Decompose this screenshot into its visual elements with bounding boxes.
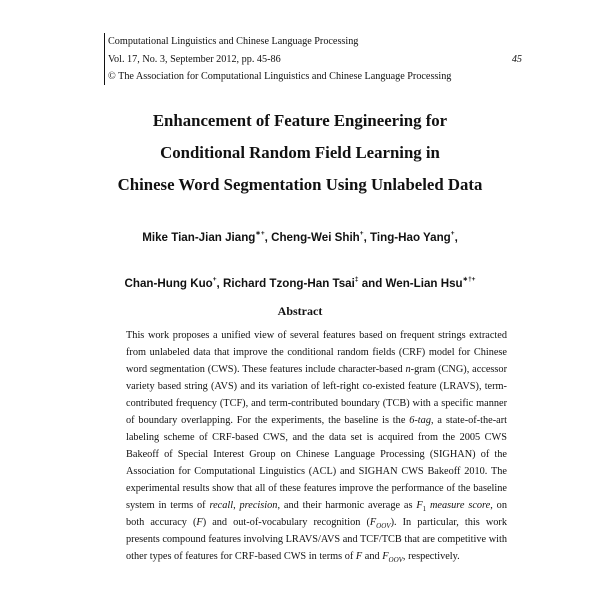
page-number: 45 <box>511 53 522 65</box>
affiliation-mark: ∗†+ <box>462 276 476 283</box>
author-line-1: Mike Tian-Jian Jiang∗+, Cheng-Wei Shih+, Ting-Hao Yang+, <box>142 230 458 244</box>
affiliation-mark: ‡ <box>354 276 359 283</box>
author-name: Mike Tian-Jian Jiang <box>142 231 256 244</box>
title-line-1: Enhancement of Feature Engineering for <box>152 111 448 130</box>
author-line-2: Chan-Hung Kuo+, Richard Tzong-Han Tsai‡ and Wen-Lian Hsu∗†+ <box>124 276 476 290</box>
affiliation-mark: + <box>450 230 455 237</box>
affiliation-mark: ∗+ <box>255 230 265 237</box>
copyright-notice: © The Association for Computational Linguistics and Chinese Language Processing <box>108 71 452 82</box>
title-line-2: Conditional Random Field Learning in <box>160 143 440 162</box>
journal-volume-line <box>108 51 520 69</box>
affiliation-mark: + <box>359 230 364 237</box>
journal-header <box>104 33 520 85</box>
paper-title <box>0 105 600 201</box>
journal-name: Computational Linguistics and Chinese Language Processing <box>108 36 359 47</box>
author-list <box>0 215 600 307</box>
abstract-text: This work proposes a unified view of several features based on frequent strings extracted from unlabeled data that improve the conditional random fields (CRF) model for Chinese word segmentation (CWS). These features include character-based n-gram (CNG), accessor variety based string (AVS) and its variation of left-right co-existed feature (LRAVS), term-contributed frequency (TCF), and term-contributed boundary (TCB) with a specific manner of boundary overlapping. For the experiments, the baseline is the 6-tag, a state-of-the-art labeling scheme of CRF-based CWS, and the data set is acquired from the 2005 CWS Bakeoff of Special Interest Group on Chinese Language Processing (SIGHAN) of the Association for Computational Linguistics (ACL) and SIGHAN CWS Bakeoff 2010. The experimental results show that all of these features improve the performance of the baseline system in terms of recall, precision, and their harmonic average as $F_1$ measure score, on both accuracy (F) and out-of-vocabulary recognition $(F_{OOV})$. In particular, this work presents compound features involving LRAVS/AVS and TCF/TCB that are competitive with other types of features for CRF-based CWS in terms of F and $F_{OOV}$, respectively. <box>126 330 508 565</box>
author-name: Ting-Hao Yang <box>370 231 451 244</box>
title-line-3: Chinese Word Segmentation Using Unlabeled Data <box>117 175 483 194</box>
author-name: Wen-Lian Hsu <box>385 277 463 290</box>
journal-volume: Vol. 17, No. 3, September 2012, pp. 45-86 <box>108 53 281 65</box>
abstract-heading: Abstract <box>277 304 323 318</box>
author-name: Chan-Hung Kuo <box>124 277 213 290</box>
affiliation-mark: + <box>212 276 217 283</box>
author-name: Cheng-Wei Shih <box>271 231 360 244</box>
author-name: Richard Tzong-Han Tsai <box>223 277 355 290</box>
